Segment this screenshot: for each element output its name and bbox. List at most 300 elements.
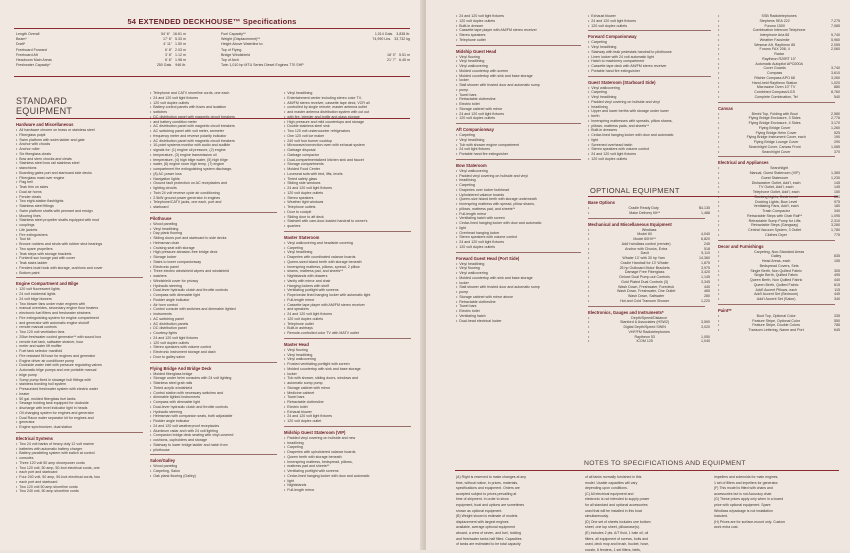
equipment-item: • 120 volt fluorescent lights xyxy=(16,287,148,292)
option-price: 1,230 xyxy=(831,175,840,180)
left-page xyxy=(0,0,424,550)
equipment-item: • Boarding gates port and starboard side decks xyxy=(16,171,148,176)
equipment-item: • Teak stairs ladder xyxy=(16,261,148,266)
equipment-item: • AC distribution panels xyxy=(150,322,282,327)
equipment-item: • Telephone/CATV jacks, one each, port and xyxy=(150,200,282,205)
equipment-item: • Vinyl headlining xyxy=(456,262,586,267)
equipment-item: • Tinted safety glass xyxy=(284,177,416,182)
section-divider xyxy=(588,218,705,219)
equipment-item: • 50 gal. molded fiberglass fuel tanks xyxy=(16,397,148,402)
equipment-item: • Linen locker with 24 volt automatic light xyxy=(588,55,716,60)
equipment-item: • Vanity with mirror and chair xyxy=(284,279,416,284)
option-price: 3,020 xyxy=(701,325,710,329)
equipment-item: • High pressure abrasion-free bridge deck xyxy=(150,250,282,255)
equipment-item: • Draperies with coordinated valance boards xyxy=(284,255,416,260)
equipment-item: • Vinyl wallcovering xyxy=(456,64,586,69)
equipment-item: • Cedar-lined hanging locker with door and automatic xyxy=(456,221,586,226)
note-line: time, without notice, in prices, materials, xyxy=(456,480,519,485)
option-name: • VHF/FM Radiotelephones xyxy=(628,329,670,334)
option-price: 440 xyxy=(833,278,840,282)
equipment-item: • Carpeting xyxy=(456,183,586,188)
equipment-item: • Wood paneling xyxy=(150,222,282,227)
equipment-item: • water, (6) engine room high temp, (7) engine xyxy=(150,162,282,167)
option-price: 1,875 xyxy=(701,260,710,265)
spec-label: Height Above Waterline to: xyxy=(221,42,264,47)
equipment-item: • Telephone and CATV shoreline cords, one each xyxy=(150,91,282,96)
equipment-item: • Flag bell xyxy=(16,180,148,185)
equipment-item: • Remote-controlled color TV with MATV outlet xyxy=(284,331,416,336)
option-name: • SSB Radiotelephones xyxy=(761,14,797,18)
section-divider xyxy=(456,45,581,46)
equipment-item: • 24 and 120 volt light fixtures xyxy=(284,186,416,191)
equipment-item: • Towel bars xyxy=(456,93,586,98)
equipment-item: • Tool kit xyxy=(16,237,148,242)
option-name: • Flying Bridge Instrument Cover, each xyxy=(746,135,806,140)
equipment-item: • Anchor with chocks xyxy=(16,142,148,147)
section-divider xyxy=(16,432,143,433)
equipment-item: • Ventilating portlight with screens xyxy=(284,288,416,293)
equipment-item: • consoles xyxy=(16,456,148,461)
section-divider xyxy=(16,277,143,278)
option-name: • Whaler 13' with 30 hp Yam xyxy=(622,256,665,260)
note-line: simultaneously. xyxy=(585,514,609,519)
section-divider xyxy=(588,30,711,31)
equipment-item: • Nightstands xyxy=(284,483,416,488)
option-price: 280 xyxy=(703,294,710,298)
spec-value-metric: 5.51 m xyxy=(399,52,410,57)
spec-value-imperial: 3' 8" xyxy=(165,52,172,57)
equipment-item: • 20kw freshwater cooled generator** with sound box xyxy=(16,335,148,340)
option-price: 3,610 xyxy=(830,71,840,75)
equipment-item: • and battery condition meter xyxy=(150,120,282,125)
option-price: 2,055 xyxy=(831,42,840,47)
note-line: price with optional equipment. Spare xyxy=(714,502,771,507)
standard-equipment-column-3 xyxy=(284,91,416,493)
equipment-item: • Cedar-lined hanging locker with door and automatic xyxy=(284,474,416,479)
equipment-item: • Telephone outlets xyxy=(284,205,416,210)
equipment-item: • 24 and 120 volt light fixtures xyxy=(150,96,282,101)
equipment-item: • Tub with shower engine compartment xyxy=(456,143,586,148)
equipment-item: • Queen-sized island berth with storage beneath xyxy=(284,260,416,265)
equipment-item: • Molded countertop with sink and base storage xyxy=(456,276,586,281)
equipment-item: • Helmsman chair xyxy=(150,241,282,246)
spec-value-imperial: 17' 6" xyxy=(163,37,172,42)
option-name: • Interphone Aria 66 xyxy=(759,33,790,37)
note-line: (E) Includes 2 pts. A/T fluid, 1 bale oil, oil xyxy=(585,530,649,535)
equipment-item: • Molded countertop with sink and base storage xyxy=(284,367,416,372)
spec-value-imperial: 4' 11" xyxy=(163,42,172,47)
option-name: • Hand-held Raytheon Station xyxy=(752,80,798,85)
option-price: 835 xyxy=(833,254,840,259)
equipment-item: • Stainless steel fittings xyxy=(16,204,148,209)
option-name: • Transom Lettering, Name and Port xyxy=(748,328,804,332)
equipment-item: • Dual-compartmentalized kitchen sink and faucet xyxy=(284,158,416,163)
equipment-item: • starboard xyxy=(150,205,282,210)
equipment-item: • discharge with level indicator light in heads xyxy=(16,406,148,411)
standard-equipment-column-4 xyxy=(456,14,586,323)
equipment-item: • AC switching panel xyxy=(150,317,282,322)
note-line: (B) Weight shown is estimate of models xyxy=(456,514,518,519)
note-line: of all tanks normally furnished in this xyxy=(585,475,642,479)
equipment-item: • Carpeting xyxy=(588,90,716,95)
equipment-item: • Windshield cover for privacy xyxy=(150,279,282,284)
equipment-item: • Vinyl headlining xyxy=(284,353,416,358)
option-name: • Head Areas, each xyxy=(761,259,791,263)
equipment-item: • Engine driver air conditioner pump xyxy=(16,359,148,364)
equipment-item: • Stainless steel propeller shafts equipped with mud xyxy=(16,218,148,223)
option-price: 245 xyxy=(703,241,710,246)
option-price: 3,975 xyxy=(701,265,710,270)
equipment-item: • 24 volt light fixtures xyxy=(456,147,586,152)
equipment-item: • light xyxy=(456,226,586,231)
option-name: • Single Berth, Quilted Fabric xyxy=(754,273,799,278)
equipment-item: • Fiberglass mast over engine xyxy=(16,176,148,181)
option-price: 1,780 xyxy=(830,228,840,232)
option-name: • Dishwasher Outlet, Add'l, each xyxy=(751,180,801,185)
section-heading: Aft Companionway xyxy=(456,127,494,132)
equipment-item: • Molded Food Center xyxy=(284,167,416,172)
section-heading: Electrical Systems xyxy=(16,435,54,441)
note-line: accessories but is not Accuracy chair. xyxy=(714,491,773,496)
option-name: • Microwave Oven 10" TV xyxy=(756,85,796,90)
option-name: • Complete Combination, Tel xyxy=(754,94,798,99)
option-price: 1,040 xyxy=(701,339,710,344)
option-name: • Furuno FAX 208, 4 xyxy=(759,47,790,52)
equipment-item: • Pressurized freshwater system with electric water xyxy=(16,387,148,392)
equipment-item: • washers xyxy=(150,274,282,279)
equipment-item: • Electric toilet xyxy=(456,309,586,314)
equipment-item: • electronic fuel filters and freshwater strainers xyxy=(16,311,148,316)
notes-rule xyxy=(455,470,839,471)
equipment-item: • Built-in dresser xyxy=(456,24,586,29)
option-price: 5,960 xyxy=(831,37,840,42)
equipment-item: • Sliding doors port and starboard to side decks xyxy=(150,236,282,241)
equipment-item: • Sliding side windows xyxy=(284,181,416,186)
spec-value-imperial: 6' 8" xyxy=(165,47,172,52)
equipment-item: • locker xyxy=(456,281,586,286)
section-divider xyxy=(150,454,277,455)
spec-bottom-rule xyxy=(14,76,410,77)
note-line: (D) One set of sheets includes one bottom xyxy=(585,519,651,524)
option-price: 340 xyxy=(834,209,840,213)
equipment-item: • Rope/cedar lined hanging locker with automatic light xyxy=(284,293,416,298)
section-heading: Midship Guest Stateroom (VIP) xyxy=(284,429,346,435)
equipment-item: • DC distribution panel with magnetic circuit breakers xyxy=(150,115,282,120)
equipment-item: • Sliding door to aft deck xyxy=(284,215,416,220)
equipment-item: • Vinyl flooring xyxy=(456,266,586,271)
equipment-item: • heater xyxy=(16,392,148,397)
option-item xyxy=(718,233,840,238)
section-divider xyxy=(588,76,711,77)
equipment-item: • Retractable clothesline xyxy=(456,97,586,102)
option-name: • Deluxe Dual Pump-out Controls xyxy=(619,275,670,279)
equipment-item: • 24 and 120 volt light fixtures xyxy=(284,312,416,317)
equipment-item: • signals for: (1) engine oil pressure, (2) engine xyxy=(150,148,282,153)
equipment-item: • Queen berth with storage beneath xyxy=(284,455,416,460)
equipment-item: • Upper and lower berths with storage under lower xyxy=(588,109,716,114)
equipment-item: • each port and starboard xyxy=(16,480,148,485)
option-price: 5,740 xyxy=(830,33,840,37)
option-price: 115 xyxy=(834,287,840,292)
equipment-item: • Sewage holding tank equipped for dockside xyxy=(16,401,148,406)
equipment-item: • Vinyl headlining xyxy=(284,91,416,96)
equipment-item: • Stereo speakers xyxy=(456,33,586,38)
equipment-item: • Door to galley salon xyxy=(150,355,282,360)
equipment-item: • Two eight-station flashlights xyxy=(16,199,148,204)
equipment-item: • headlining xyxy=(588,105,716,110)
equipment-item: • light xyxy=(284,479,416,484)
option-price: 440 xyxy=(703,284,710,289)
equipment-item: • Vinyl wallcovering xyxy=(456,271,586,276)
option-name: • Queen Berth, Quilted Fabric xyxy=(753,282,799,287)
option-name: • Feature Stripe, Double Colors xyxy=(752,323,800,328)
equipment-item: • Helmsman with companion seats, both adjustable xyxy=(150,414,282,419)
option-price: 3,590 xyxy=(700,320,710,325)
equipment-item: • Ground fault protection on AC receptacles and xyxy=(150,181,282,186)
spec-value-metric: 1.50 m xyxy=(175,42,186,47)
notes-title: NOTES TO SPECIFICATIONS AND EQUIPMENT xyxy=(584,460,746,467)
option-name: • Anchor with Chocks, Extra xyxy=(625,246,668,251)
option-name: • ICOM 125 xyxy=(636,339,653,344)
equipment-item: • pillows, mattress pads, and sheets** xyxy=(588,124,716,129)
section-heading: Electronics, Gauges and Instruments* xyxy=(588,309,664,315)
equipment-item: • Stereo speakers with volume control xyxy=(150,345,282,350)
option-name: • Manual, Guest Stateroom (VIP) xyxy=(749,171,800,175)
equipment-item: • Two blower fans under main engines with xyxy=(16,302,148,307)
spec-label: Length Overall xyxy=(16,32,40,36)
equipment-item: • Ventilating hatch xyxy=(456,314,586,319)
equipment-item: • Storage compartments xyxy=(284,162,416,167)
equipment-item: • Stairway to lower bridge ladder and hatch from xyxy=(150,443,282,448)
equipment-item: • Nightstands with drawers xyxy=(284,274,416,279)
option-name: • Damage Free Fiberglass xyxy=(624,270,665,275)
equipment-item: • Vinyl wallcovering xyxy=(284,357,416,362)
optional-equipment-column-1 xyxy=(588,197,710,344)
option-name: • Ventilating Fans, Add'l, each xyxy=(753,204,799,209)
option-price: 880 xyxy=(833,85,840,90)
section-divider xyxy=(284,231,411,232)
option-name: • Model 60HV** xyxy=(633,237,656,241)
equipment-item: • Molded countertop with sink and base storage xyxy=(456,74,586,79)
equipment-item: • Fenders boat hook with storage, cushions and cover xyxy=(16,266,148,271)
equipment-item: • Anchor roller xyxy=(16,147,148,152)
section-heading: Midship Guest Head xyxy=(456,48,497,54)
equipment-item: • Engine synchronizer, dual station xyxy=(16,425,148,430)
equipment-item: • Two 120 volt undercounter refrigerators xyxy=(284,129,416,134)
option-name: • Model 60 xyxy=(637,232,653,237)
section-heading: Hardware and Miscellaneous xyxy=(16,122,74,127)
equipment-item: • 24 and 120 volt light fixtures xyxy=(588,152,716,157)
equipment-item: • Battery control panels with fuses and isolation xyxy=(150,105,282,110)
option-name: • Radar xyxy=(774,52,785,56)
equipment-item: • 120 volt duplex outlets xyxy=(456,19,586,24)
equipment-item: • Three 120 volt 50 amp shorepower cords xyxy=(16,461,148,466)
equipment-item: • Exhaust blower xyxy=(284,410,416,415)
equipment-item: • Queen-size island berth with storage underneath xyxy=(456,197,586,202)
equipment-item: • 120 volt duplex outlets xyxy=(456,245,586,250)
equipment-item: • Ventilating portlight with screens xyxy=(284,469,416,474)
equipment-item: • Towel bars xyxy=(456,304,586,309)
equipment-item: • Tinted acrylic windshield xyxy=(150,386,282,391)
option-price: 340 xyxy=(833,297,840,301)
equipment-item: • and master antenna distribution system with cut out xyxy=(284,110,416,115)
equipment-item: • stanchions xyxy=(16,166,148,171)
spec-label: Headroom Main Areas xyxy=(16,58,52,63)
spec-top-rule xyxy=(14,28,410,29)
option-name: • 25 hp Outboard Motor Brackets xyxy=(619,265,670,270)
option-name: • Guest Stateroom xyxy=(761,175,789,180)
equipment-item: • Microwave/convection oven with exhaust system xyxy=(284,143,416,148)
section-divider xyxy=(150,362,277,363)
equipment-item: • Two 120 volt, 50 amp, 50-foot electrical cords, one xyxy=(16,466,148,471)
section-divider xyxy=(718,156,835,157)
note-line: aboard, a crew of seven, and fuel, holding xyxy=(456,530,521,535)
option-name: • Add'l Accent Set (Salon) xyxy=(756,297,796,301)
spec-value-imperial: 18' 0" xyxy=(387,52,396,57)
equipment-item: • Vinyl flooring xyxy=(456,55,586,60)
equipment-item: • AM/FM stereo receiver, cassette tape deck, VCR all xyxy=(284,101,416,106)
option-name: • Flying Bridge Enclosure, 3 Sides xyxy=(748,116,801,121)
equipment-item: • High pressure and mild countertops and storage xyxy=(284,120,416,125)
equipment-item: • Padded vinyl covering on hullside and new xyxy=(284,436,416,441)
equipment-item: • Mooring lines xyxy=(16,214,148,219)
equipment-item: • Fiberglass pulpit xyxy=(16,133,148,138)
equipment-item: • Vinyl headlining xyxy=(588,45,716,50)
equipment-item: • Stainless steel bow rail stainless steel xyxy=(16,161,148,166)
option-name: • Bedspread Covers, Sets xyxy=(759,263,799,268)
equipment-item: • Compass with dimmable light xyxy=(150,293,282,298)
equipment-item: • couplings xyxy=(16,223,148,228)
equipment-item: • Carpeting xyxy=(588,40,716,45)
option-name: • Flying Bridge Cover xyxy=(758,125,791,130)
section-heading: Paint** xyxy=(718,307,732,313)
spec-column-dimensions xyxy=(16,32,186,68)
equipment-item: • remote fuel tank, saltwater strainer, hour xyxy=(16,340,148,345)
spec-label: Weight (Displacement)** xyxy=(221,37,261,42)
equipment-item: • Aluminum radar arch with 24 volt lighting xyxy=(150,429,282,434)
option-price: 3,345 xyxy=(701,279,710,284)
notes-column-3 xyxy=(714,475,838,531)
option-name: • Raytheon R20RT 10" xyxy=(762,56,797,61)
option-name: • Searchlight Cover, Canvas Front xyxy=(748,144,801,149)
equipment-item: • Bottom paint xyxy=(16,271,148,276)
option-name: • Ritchie Compass APO 68 xyxy=(754,75,795,80)
equipment-item: • 24 and 120 volt light fixtures xyxy=(150,336,282,341)
equipment-item: • Hydraulic steering xyxy=(150,284,282,289)
equipment-item: • Carpeting xyxy=(284,246,416,251)
equipment-item: • remote manual controls xyxy=(16,325,148,330)
option-name: • Wash Down, Freshwater, One Outlet xyxy=(616,289,676,294)
option-item xyxy=(588,211,710,216)
equipment-item: • quarters xyxy=(284,224,416,229)
option-name: • Wesmar Aft, Raytheon 85 xyxy=(754,42,796,47)
equipment-item: • headlining xyxy=(456,178,586,183)
option-name: • Cover Guards xyxy=(763,66,786,71)
equipment-item: • pump xyxy=(456,290,586,295)
equipment-item: • instruments xyxy=(150,312,282,317)
equipment-item: • 120 volt duplex outlets xyxy=(284,317,416,322)
note-line: shown as optional equipment. xyxy=(456,508,503,513)
equipment-item: • Stairway with teak pedestals handrail to pilothouse xyxy=(588,50,716,55)
section-heading: Pilothouse xyxy=(150,215,172,221)
option-name: • Flying Bridge Helm Cover xyxy=(755,130,797,135)
equipment-item: • Hanging lockers with shelf xyxy=(284,284,416,289)
equipment-item: • Stall shower with frosted door and automatic sump xyxy=(456,83,586,88)
spec-label: Freeboard Aft xyxy=(16,52,38,57)
equipment-item: • 120 volt duplex outlets xyxy=(150,101,282,106)
section-divider xyxy=(456,159,581,160)
section-divider xyxy=(284,426,411,427)
option-price: 785 xyxy=(834,323,840,328)
section-divider xyxy=(718,102,835,103)
equipment-item: • Screened overhead hatch xyxy=(588,143,716,148)
equipment-item: • Vinyl headlining xyxy=(284,250,416,255)
option-price: 1,488 xyxy=(701,210,710,215)
equipment-item: • Storage cabinet with mirror above xyxy=(456,295,586,300)
equipment-item: • Cedar-lined hanging locker with door and automatic xyxy=(588,133,716,138)
option-price: 2,776 xyxy=(830,116,840,121)
equipment-item: • Two 120 volt 50 amp shoreline cords xyxy=(16,485,148,490)
equipment-item: • Frosted ventilating portlight with screen xyxy=(284,362,416,367)
standard-equipment-title xyxy=(16,97,72,116)
equipment-item: • Four 240 volt, 50 amp, 50-foot electrical cords, two xyxy=(16,475,148,480)
equipment-item: • Swim platform with swim ladder and gate xyxy=(16,138,148,143)
option-price: 975 xyxy=(833,199,840,204)
equipment-item: • Cruising seat with storage xyxy=(150,246,282,251)
note-line: model. Usable capacities will vary xyxy=(585,480,638,485)
equipment-item: • Stereo speakers xyxy=(284,196,416,201)
option-name: • Searchlight Cover xyxy=(761,149,791,154)
standard-equipment-column-2 xyxy=(150,91,282,479)
spec-value-imperial: 250 Gals. xyxy=(156,63,173,68)
note-line: of tanks are estimated to be total capacity xyxy=(456,542,521,547)
section-divider xyxy=(150,212,277,213)
equipment-item: • Vinyl headlining xyxy=(588,95,716,100)
equipment-item: • Life jackets xyxy=(16,228,148,233)
equipment-item: • DC distribution panel xyxy=(150,326,282,331)
equipment-item: • Battery paralleling system with switch at control xyxy=(16,451,148,456)
option-price: $4,135 xyxy=(698,206,710,210)
equipment-item: • Stainless steel grab rails xyxy=(150,381,282,386)
note-line: filters, all equipment of screws, bolts and xyxy=(585,536,649,541)
equipment-item: • Three electric windshield wipers and windshield xyxy=(150,269,282,274)
section-heading: Canvas xyxy=(718,105,733,111)
option-price: 1,145 xyxy=(701,275,710,279)
equipment-item: • Innerspring mattress, pillows, spread, 2 pillow xyxy=(284,265,416,270)
equipment-item: • Dual Racor water separator kit for engines and xyxy=(16,416,148,421)
option-price: 518 xyxy=(703,246,710,251)
spec-value-metric: 2.03 m xyxy=(175,47,186,52)
equipment-item: • AC distribution panel with magnetic circuit breakers xyxy=(150,139,282,144)
standard-equipment-column-1 xyxy=(16,119,148,494)
option-price: 540 xyxy=(833,94,840,99)
equipment-item: • Fender cleats xyxy=(16,195,148,200)
equipment-item: • 120 volt duplex outlets xyxy=(588,157,716,162)
option-price: 850 xyxy=(834,194,840,199)
equipment-item: • Bow and stern chocks and cleats xyxy=(16,157,148,162)
equipment-item: • Fonterdi sun lounge pad with cover xyxy=(16,256,148,261)
spec-value-imperial: 21' 7" xyxy=(387,58,396,63)
option-name: • Add'l Accent Set (Bedroom) xyxy=(754,292,799,297)
section-heading: Guest Stateroom (Starboard Side) xyxy=(588,79,656,85)
section-heading: Electrical and Appliances xyxy=(718,160,769,166)
equipment-item: • Draperies over locker bulkhead xyxy=(456,188,586,193)
equipment-item: • Stall shower with frosted door and automatic sump xyxy=(456,285,586,290)
option-price: 155 xyxy=(834,259,840,263)
equipment-item: • Wood paneling xyxy=(150,464,282,469)
note-line: used that will be installed in this boat xyxy=(585,508,642,513)
option-name: • Weather Facsimile xyxy=(759,37,790,42)
